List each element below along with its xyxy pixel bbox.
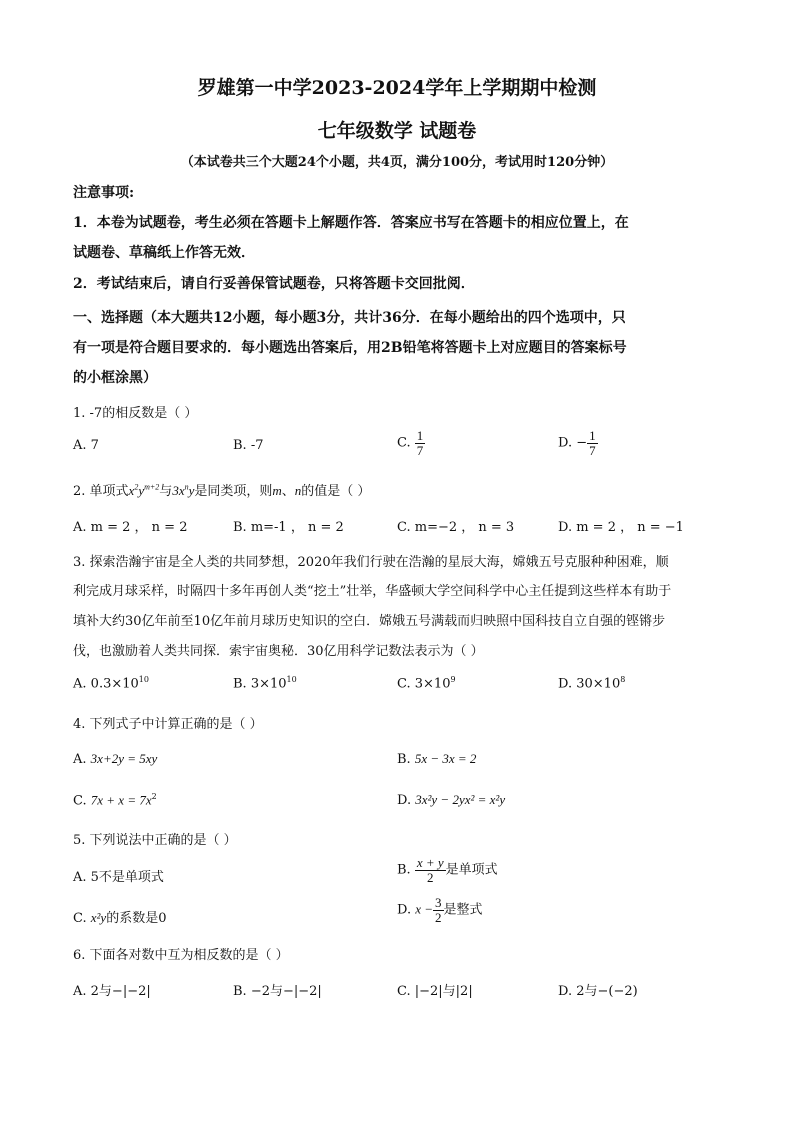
q2-option-d: D. m = 2 ， n = −1: [558, 520, 684, 535]
q4-option-a: A. 3x+2y = 5xy: [73, 751, 158, 767]
q4-option-c: C. $7x + x = 7x^2$: [73, 792, 157, 809]
q5-option-c: C. x²y的系数是0: [73, 910, 167, 926]
q1-d-fraction: $\frac{1}{7}$: [589, 428, 596, 458]
q4-option-d: D. 3x²y − 2yx² = x²y: [397, 792, 506, 808]
section-1-line-3: 的小框涂黑）: [73, 370, 157, 386]
q5-stem: 5. 下列说法中正确的是（ ）: [73, 833, 237, 848]
q2-option-c: C. m=−2 ， n = 3: [397, 520, 515, 535]
exam-subtitle: 七年级数学 试题卷: [317, 120, 477, 142]
q5-d-fraction: $\frac{3}{2}$: [435, 895, 442, 925]
q6-option-d: D. 2与−(−2): [558, 984, 638, 999]
section-1-line-2: 有一项是符合题目要求的．每小题选出答案后，用2B铅笔将答题卡上对应题目的答案标号: [73, 340, 627, 356]
q3-line-1: 3. 探索浩瀚宇宙是全人类的共同梦想，2020年我们行驶在浩瀚的星辰大海，嫦娥五号克服种种困难，顺: [73, 555, 669, 570]
q3-line-4: 伐，也激励着人类共同探．索宇宙奥秘．30亿用科学记数法表示为（ ）: [73, 644, 484, 659]
q1-option-d: [558, 429, 598, 457]
q5-option-d: D. x − $\frac{3}{2}$ 是整式: [397, 895, 483, 925]
q5-b-fraction: $\frac{x + y}{2}$: [416, 855, 444, 885]
q6-option-a: A. 2与−|−2|: [73, 984, 151, 999]
q1-d-sign: −: [576, 435, 588, 451]
q1-c-label: C.: [397, 435, 411, 451]
q2-stem: 2. 单项式$x^2y^{m+2}$与$3x^ny$是同类项，则m、n的值是（ ）: [73, 482, 371, 499]
note-1-line-2: 试题卷、草稿纸上作答无效．: [73, 245, 255, 261]
note-2: 2．考试结束后，请自行妥善保管试题卷，只将答题卡交回批阅．: [73, 276, 475, 292]
q1-option-a: A. 7: [73, 438, 99, 453]
q6-option-b: B. −2与−|−2|: [233, 984, 322, 999]
q1-option-b: B. -7: [233, 438, 264, 453]
q4-stem: 4. 下列式子中计算正确的是（ ）: [73, 717, 263, 732]
q1-c-fraction: $\frac{1}{7}$: [416, 428, 424, 458]
q2-option-b: B. m=-1 ， n = 2: [233, 520, 344, 535]
q6-stem: 6. 下面各对数中互为相反数的是（ ）: [73, 948, 289, 963]
q3-line-3: 填补大约30亿年前至10亿年前月球历史知识的空白．嫦娥五号满载而归映照中国科技自立自强的铿锵步: [73, 614, 666, 629]
q3-option-d: D. $30\times 10^8$: [558, 675, 626, 692]
note-1-line-1: 1．本卷为试题卷，考生必须在答题卡上解题作答．答案应书写在答题卡的相应位置上，在: [73, 215, 629, 231]
q3-option-b: B. $3\times 10^{10}$: [233, 675, 297, 692]
q5-option-b: B. $\frac{x + y}{2}$ 是单项式: [397, 855, 498, 885]
q1-stem: 1. -7的相反数是（ ）: [73, 406, 198, 421]
q4-option-b: B. 5x − 3x = 2: [397, 751, 477, 767]
exam-info: （本试卷共三个大题24个小题，共4页，满分100分，考试用时120分钟）: [180, 155, 614, 170]
q6-option-c: C. |−2|与|2|: [397, 984, 473, 999]
notes-heading: 注意事项:: [73, 185, 135, 201]
q3-option-c: C. $3\times 10^9$: [397, 675, 456, 692]
q5-option-a: A. 5不是单项式: [73, 870, 164, 885]
q1-option-c: [397, 429, 425, 457]
section-1-line-1: 一、选择题（本大题共12小题，每小题3分，共计36分．在每小题给出的四个选项中，只: [73, 310, 626, 326]
exam-title: 罗雄第一中学2023-2024学年上学期期中检测: [197, 77, 597, 99]
q2-option-a: A. m = 2 ， n = 2: [73, 520, 188, 535]
q3-line-2: 利完成月球采样，时隔四十多年再创人类“挖土”壮举，华盛顿大学空间科学中心主任提到这些样本有助于: [73, 584, 672, 599]
q3-option-a: A. $0.3\times 10^{10}$: [73, 675, 149, 692]
q1-d-label: D.: [558, 435, 573, 451]
